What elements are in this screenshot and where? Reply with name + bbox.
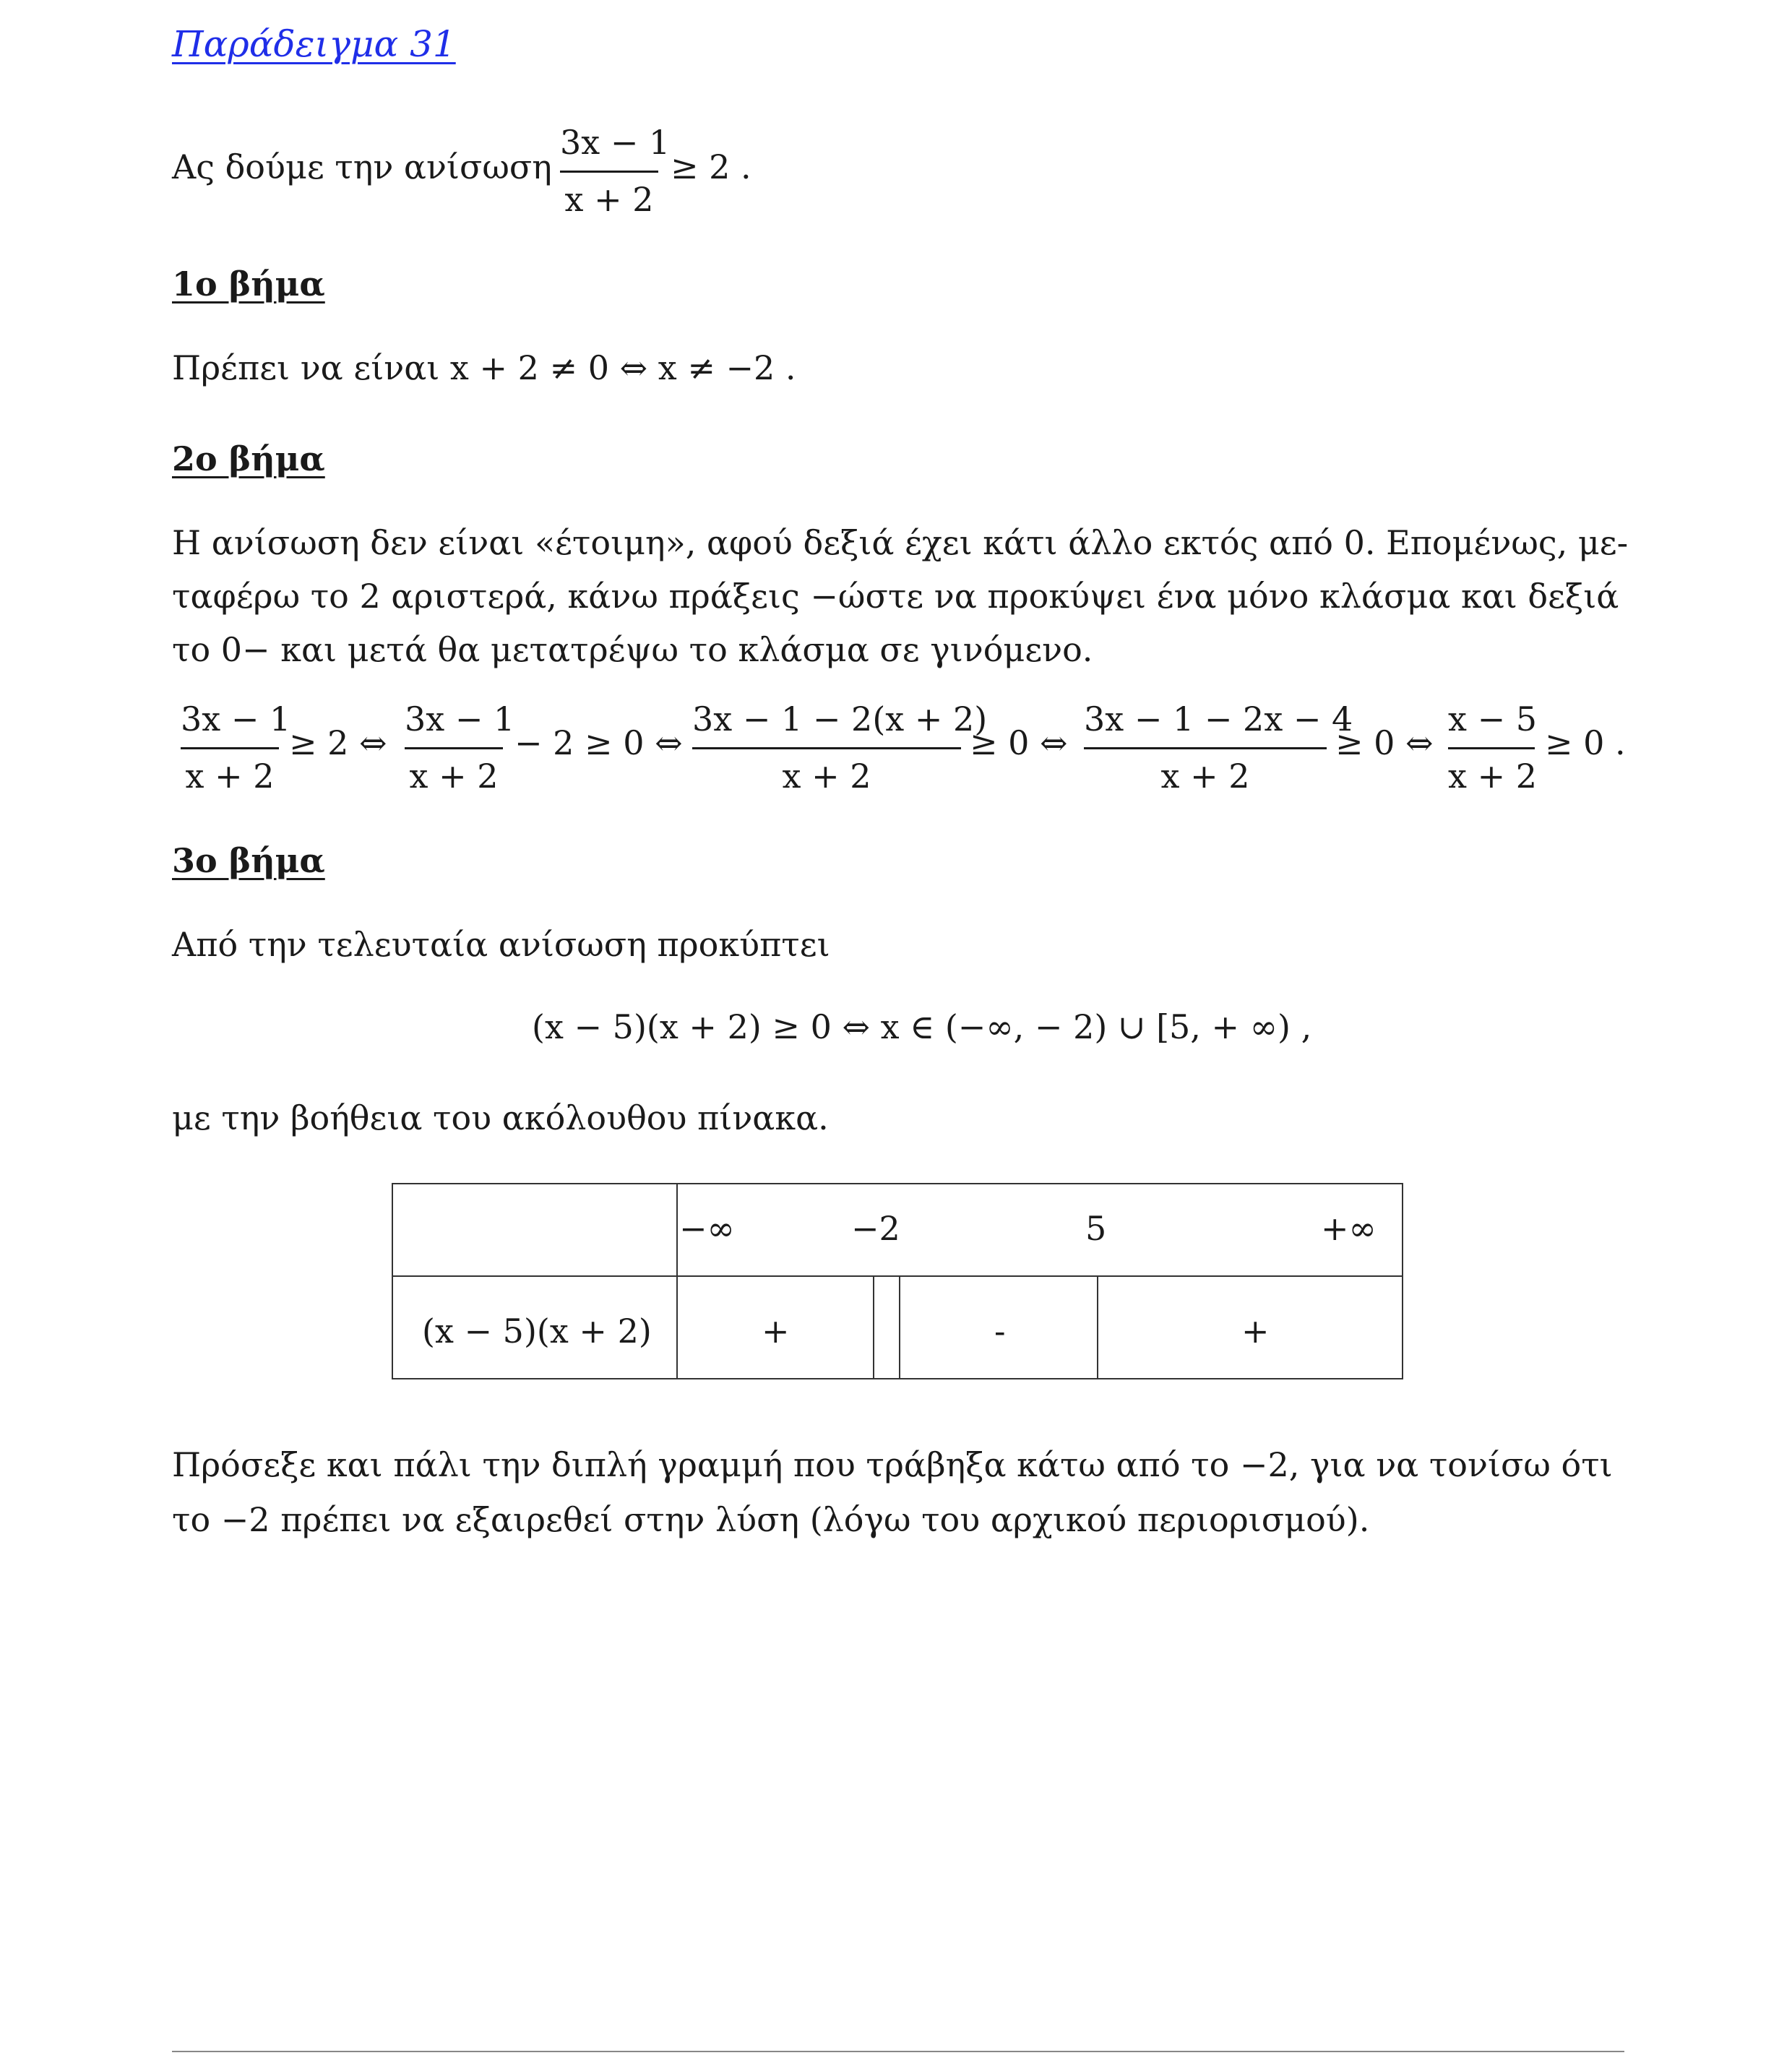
chain-fraction-2-numerator: 3x − 1 bbox=[405, 699, 515, 739]
step3-after-text: με την βοήθεια του ακόλουθου πίνακα. bbox=[172, 1098, 829, 1137]
intro-rhs: ≥ 2 . bbox=[671, 147, 751, 186]
intro-fraction-denominator: x + 2 bbox=[564, 180, 654, 219]
step1-heading: 1ο βήμα bbox=[172, 264, 325, 303]
chain-op-3: ≥ 0 ⇔ bbox=[970, 723, 1068, 762]
chain-op-4: ≥ 0 ⇔ bbox=[1335, 723, 1434, 762]
step2-line-3: το 0− και μετά θα μετατρέψω το κλάσμα σε γινόμενο. bbox=[172, 630, 1093, 669]
sign-table bbox=[392, 1183, 1403, 1379]
step3-equation: (x − 5)(x + 2) ≥ 0 ⇔ x ∈ (−∞, − 2) ∪ [5, + ∞) , bbox=[532, 1007, 1312, 1046]
double-line-right bbox=[899, 1275, 900, 1378]
chain-fraction-1-denominator: x + 2 bbox=[185, 757, 275, 796]
fraction-bar bbox=[181, 747, 279, 749]
fraction-bar bbox=[560, 171, 658, 173]
chain-fraction-3 bbox=[692, 699, 988, 796]
step1-text: Πρέπει να είναι x + 2 ≠ 0 ⇔ x ≠ −2 . bbox=[172, 348, 796, 387]
intro-fraction bbox=[560, 123, 671, 219]
fraction-bar bbox=[405, 747, 503, 749]
chain-fraction-3-denominator: x + 2 bbox=[782, 757, 871, 796]
table-label-divider bbox=[676, 1184, 678, 1378]
intro-fraction-numerator: 3x − 1 bbox=[560, 123, 671, 162]
chain-op-2: − 2 ≥ 0 ⇔ bbox=[514, 723, 683, 762]
header-minus-infinity: −∞ bbox=[679, 1209, 735, 1248]
intro-text: Ας δούμε την ανίσωση bbox=[172, 147, 552, 186]
header-root-5: 5 bbox=[1085, 1209, 1107, 1248]
chain-fraction-3-numerator: 3x − 1 − 2(x + 2) bbox=[692, 699, 988, 739]
double-line-left bbox=[873, 1275, 874, 1378]
note-line-1: Πρόσεξε και πάλι την διπλή γραμμή που τράβηξα κάτω από το −2, για να τονίσω ότι bbox=[172, 1445, 1613, 1484]
chain-fraction-1-numerator: 3x − 1 bbox=[181, 699, 291, 739]
chain-fraction-4 bbox=[1084, 699, 1353, 796]
chain-fraction-5-numerator: x − 5 bbox=[1448, 699, 1537, 739]
step2-line-1: Η ανίσωση δεν είναι «έτοιμη», αφού δεξιά έχει κάτι άλλο εκτός από 0. Επομένως, με- bbox=[172, 523, 1629, 562]
fraction-bar bbox=[1084, 747, 1327, 749]
step2-line-2: ταφέρω το 2 αριστερά, κάνω πράξεις −ώστε να προκύψει ένα μόνο κλάσμα και δεξιά bbox=[172, 577, 1619, 616]
header-root-minus-2: −2 bbox=[851, 1209, 900, 1248]
chain-op-1: ≥ 2 ⇔ bbox=[289, 723, 387, 762]
sign-interval-3: + bbox=[1241, 1312, 1270, 1351]
table-row-divider bbox=[393, 1275, 1402, 1277]
page-title[interactable]: Παράδειγμα 31 bbox=[172, 23, 456, 65]
chain-fraction-5-denominator: x + 2 bbox=[1448, 757, 1537, 796]
chain-fraction-5 bbox=[1448, 699, 1537, 796]
fraction-bar bbox=[692, 747, 961, 749]
chain-op-5: ≥ 0 . bbox=[1545, 723, 1626, 762]
step3-heading: 3ο βήμα bbox=[172, 841, 325, 880]
footer-rule bbox=[172, 2051, 1624, 2052]
chain-fraction-4-denominator: x + 2 bbox=[1160, 757, 1250, 796]
chain-fraction-2 bbox=[405, 699, 515, 796]
root-line-5 bbox=[1097, 1275, 1098, 1378]
step3-text: Από την τελευταία ανίσωση προκύπτει bbox=[172, 925, 830, 964]
row-label: (x − 5)(x + 2) bbox=[422, 1312, 652, 1351]
note-line-2: το −2 πρέπει να εξαιρεθεί στην λύση (λόγω του αρχικού περιορισμού). bbox=[172, 1500, 1370, 1539]
chain-fraction-2-denominator: x + 2 bbox=[409, 757, 499, 796]
chain-fraction-4-numerator: 3x − 1 − 2x − 4 bbox=[1084, 699, 1353, 739]
sign-interval-1: + bbox=[762, 1312, 790, 1351]
header-plus-infinity: +∞ bbox=[1321, 1209, 1377, 1248]
chain-fraction-1 bbox=[181, 699, 291, 796]
sign-interval-2: - bbox=[994, 1312, 1006, 1351]
step2-heading: 2ο βήμα bbox=[172, 439, 325, 478]
fraction-bar bbox=[1448, 747, 1535, 749]
